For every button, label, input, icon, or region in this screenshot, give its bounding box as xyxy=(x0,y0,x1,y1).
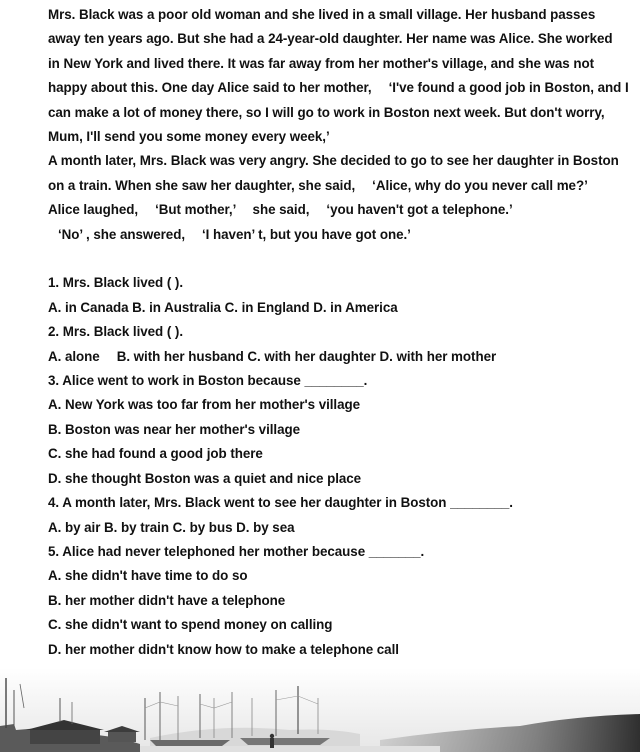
passage-line: away ten years ago. But she had a 24-year-old daughter. Her name was Alice. She worked xyxy=(48,31,613,47)
question-option: B. Boston was near her mother's village xyxy=(48,421,301,437)
question-option: A. she didn't have time to do so xyxy=(48,568,248,584)
question-options: A. in Canada B. in Australia C. in England D. in America xyxy=(48,299,398,315)
document xyxy=(48,3,638,662)
ink-painting-image xyxy=(0,668,640,752)
passage-line: Mrs. Black was a poor old woman and she lived in a small village. Her husband passes xyxy=(48,7,596,22)
passage xyxy=(48,3,638,247)
question-option: A. New York was too far from her mother's village xyxy=(48,397,361,413)
passage-line: in New York and lived there. It was far away from her mother's village, and she was not xyxy=(48,55,595,71)
passage-line: Mum, I'll send you some money every week,’ xyxy=(48,129,330,145)
question xyxy=(48,491,638,540)
question xyxy=(48,369,638,491)
question-options: A. by air B. by train C. by bus D. by sea xyxy=(48,519,295,535)
question-list xyxy=(48,271,638,662)
passage-line: Alice laughed, ‘But mother,’ she said, ‘you haven't got a telephone.’ xyxy=(48,202,513,218)
question-stem: 1. Mrs. Black lived ( ). xyxy=(48,275,183,291)
question-option: D. she thought Boston was a quiet and nice place xyxy=(48,470,362,486)
passage-line: A month later, Mrs. Black was very angry. She decided to go to see her daughter in Boston xyxy=(48,153,619,169)
question-option: C. she had found a good job there xyxy=(48,446,263,462)
question-option: D. her mother didn't know how to make a telephone call xyxy=(48,641,399,657)
question-options: A. alone B. with her husband C. with her daughter D. with her mother xyxy=(48,348,497,364)
question-stem: 5. Alice had never telephoned her mother because _______. xyxy=(48,543,425,559)
passage-line: on a train. When she saw her daughter, she said, ‘Alice, why do you never call me?’ xyxy=(48,177,588,193)
question xyxy=(48,320,638,369)
question-stem: 2. Mrs. Black lived ( ). xyxy=(48,324,183,340)
decorative-ink-painting xyxy=(0,668,640,752)
spacer xyxy=(48,247,638,271)
passage-line: can make a lot of money there, so I will go to work in Boston next week. But don't worry, xyxy=(48,104,605,120)
passage-line: ‘No’ , she answered, ‘I haven’ t, but you have got one.’ xyxy=(58,226,411,242)
question xyxy=(48,540,638,662)
question-option: C. she didn't want to spend money on calling xyxy=(48,617,333,633)
question-option: B. her mother didn't have a telephone xyxy=(48,592,286,608)
question xyxy=(48,271,638,320)
question-stem: 4. A month later, Mrs. Black went to see her daughter in Boston ________. xyxy=(48,495,513,511)
question-stem: 3. Alice went to work in Boston because ________. xyxy=(48,373,368,389)
passage-line: happy about this. One day Alice said to her mother, ‘I've found a good job in Boston, and I xyxy=(48,80,629,96)
